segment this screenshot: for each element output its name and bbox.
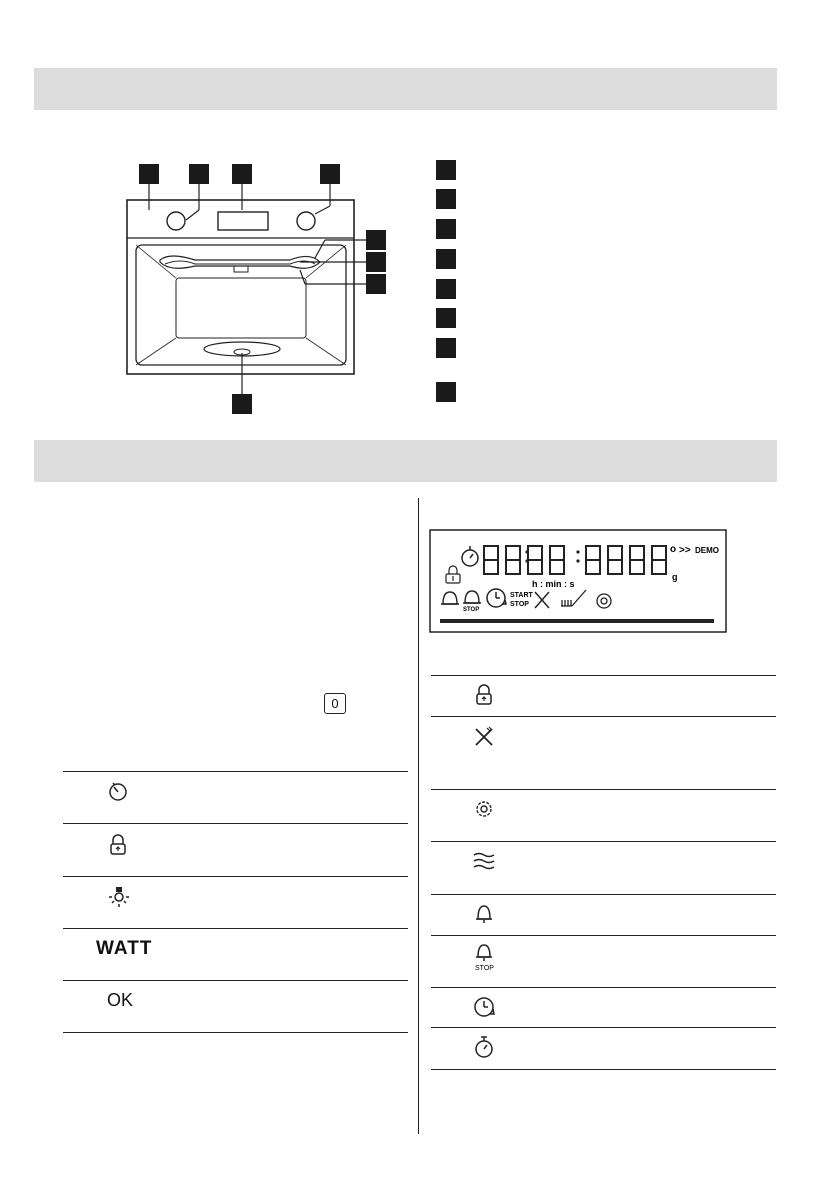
table-rule [431, 894, 776, 895]
time-format-label: h : min : s [532, 579, 575, 589]
bell-stop-icon [463, 591, 481, 603]
segment-digit [550, 546, 564, 574]
table-rule [63, 1032, 408, 1033]
callout-marker [366, 252, 386, 272]
column-divider [418, 498, 419, 1134]
legend-marker [436, 338, 456, 358]
svg-text:STOP: STOP [475, 965, 494, 972]
callout-marker [189, 164, 209, 184]
segment-digit [506, 546, 520, 574]
table-rule [63, 980, 408, 981]
segment-digit [608, 546, 622, 574]
colon-dot [525, 550, 528, 553]
table-rule [431, 789, 776, 790]
waves-icon [472, 852, 496, 870]
table-rule [431, 675, 776, 676]
table-rule [63, 823, 408, 824]
table-rule [431, 841, 776, 842]
display-panel [428, 528, 728, 634]
segment-digit [652, 546, 666, 574]
segment-digit [630, 546, 644, 574]
gear-icon [473, 798, 495, 820]
section-header-general-overview [34, 68, 777, 110]
lamp-icon [107, 885, 131, 909]
callout-marker [320, 164, 340, 184]
legend-marker [436, 382, 456, 402]
table-rule [431, 935, 776, 936]
grams-symbol: g [672, 572, 678, 582]
table-rule [63, 771, 408, 772]
timer-icon [107, 780, 129, 802]
fork-knife-icon [473, 726, 495, 748]
brush-icon [561, 590, 586, 606]
table-rule [63, 876, 408, 877]
callout-marker [139, 164, 159, 184]
callout-marker [366, 230, 386, 250]
stopwatch-icon [473, 1034, 495, 1060]
colon-dot [525, 559, 528, 562]
legend-marker [436, 219, 456, 239]
clock-arrow-icon [473, 995, 497, 1019]
segment-digit [586, 546, 600, 574]
zero-key-icon: 0 [324, 693, 346, 714]
stopwatch-icon [462, 546, 478, 566]
table-rule [431, 716, 776, 717]
table-rule [431, 1069, 776, 1070]
legend-marker [436, 279, 456, 299]
lock-icon [108, 834, 128, 856]
clock-arrow-icon [487, 589, 506, 607]
fork-knife-icon [535, 592, 549, 608]
bell-stop-icon [474, 943, 494, 973]
watt-label: WATT [96, 938, 153, 959]
legend-marker [436, 160, 456, 180]
ok-label: OK [107, 990, 134, 1010]
segment-digit [484, 546, 498, 574]
oven-diagram [110, 160, 400, 420]
section-header-control-panel [34, 440, 777, 482]
demo-arrows: >> [679, 545, 691, 556]
lock-icon [446, 566, 460, 583]
legend-marker [436, 308, 456, 328]
legend-marker [436, 189, 456, 209]
demo-label: DEMO [695, 546, 719, 555]
bell-icon [474, 903, 494, 925]
lock-icon [474, 684, 494, 706]
start-label: START [510, 592, 533, 599]
segment-digit [528, 546, 542, 574]
degree-symbol: o [670, 544, 677, 555]
seven-segment-digits [484, 546, 666, 574]
stop-caption: STOP [463, 607, 480, 613]
table-rule [431, 1027, 776, 1028]
callout-marker [366, 274, 386, 294]
gear-icon [597, 594, 611, 608]
table-rule [431, 987, 776, 988]
table-rule [63, 928, 408, 929]
legend-marker [436, 249, 456, 269]
stop-label: STOP [510, 601, 529, 608]
callout-marker [232, 164, 252, 184]
bell-icon [441, 592, 459, 604]
callout-marker [232, 394, 252, 414]
